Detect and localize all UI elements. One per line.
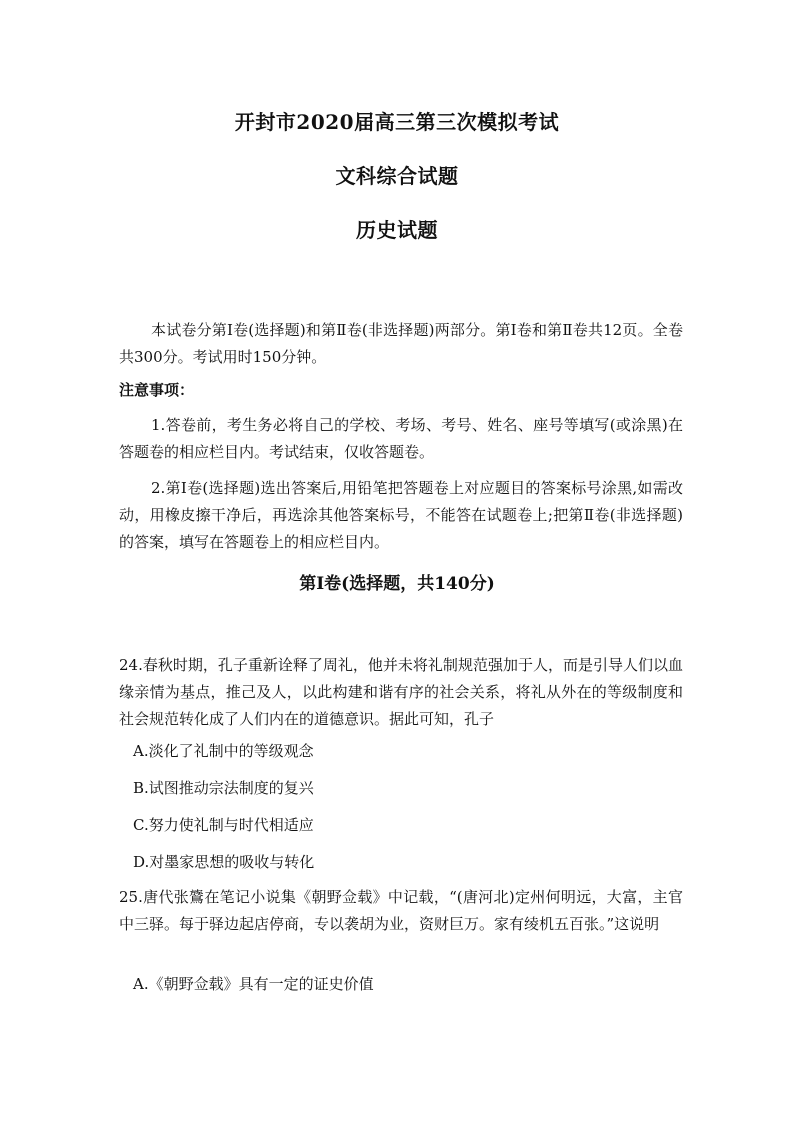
option-text: 《朝野佥载》具有一定的证史价值: [148, 975, 374, 993]
notice-item-1: 1.答卷前，考生务必将自己的学校、考场、考号、姓名、座号等填写(或涂黑)在答题卷的相应栏目内。考试结束，仅收答题卷。: [119, 416, 683, 461]
question-25-option-a: [133, 973, 374, 995]
question-24-option-c: [133, 814, 314, 836]
option-text: 对墨家思想的吸收与转化: [149, 853, 315, 871]
option-letter: A.: [133, 975, 149, 993]
question-24-option-b: [133, 777, 314, 799]
question-24-option-d: [133, 851, 314, 873]
subject-title: 历史试题: [356, 218, 438, 242]
question-number: 24.: [119, 656, 143, 674]
question-stem: 春秋时期，孔子重新诠释了周礼，他并未将礼制规范强加于人，而是引导人们以血缘亲情为基点，推己及人，以此构建和谐有序的社会关系，将礼从外在的等级制度和社会规范转化成了人们内在的道德意识。据此可知，孔子: [119, 656, 683, 728]
option-text: 淡化了礼制中的等级观念: [148, 742, 314, 760]
notice-heading: 注意事项：: [119, 381, 195, 399]
option-letter: A.: [133, 742, 149, 760]
section-title: 第Ⅰ卷(选择题，共140分): [299, 574, 495, 594]
question-number: 25.: [119, 888, 143, 906]
question-24: [119, 652, 683, 733]
option-letter: C.: [133, 816, 149, 834]
intro-paragraph: 本试卷分第Ⅰ卷(选择题)和第Ⅱ卷(非选择题)两部分。第Ⅰ卷和第Ⅱ卷共12页。全卷共300分。考试用时150分钟。: [119, 321, 683, 366]
question-25: [119, 884, 683, 938]
exam-title: 开封市2020届高三第三次模拟考试: [234, 110, 560, 134]
option-text: 试图推动宗法制度的复兴: [148, 779, 314, 797]
exam-subtitle: 文科综合试题: [335, 164, 459, 188]
notice-item-2: 2.第Ⅰ卷(选择题)选出答案后,用铅笔把答题卷上对应题目的答案标号涂黑,如需改动，用橡皮擦干净后，再选涂其他答案标号，不能答在试题卷上;把第Ⅱ卷(非选择题)的答案，填写在答题卷上的相应栏目内。: [119, 479, 683, 551]
question-24-option-a: [133, 740, 314, 762]
option-letter: B.: [133, 779, 149, 797]
option-letter: D.: [133, 853, 150, 871]
question-stem: 唐代张鷟在笔记小说集《朝野佥载》中记载，“(唐河北)定州何明远，大富，主官中三驿。每于驿边起店停商，专以袭胡为业，资财巨万。家有绫机五百张。”这说明: [119, 888, 683, 933]
option-text: 努力使礼制与时代相适应: [148, 816, 314, 834]
